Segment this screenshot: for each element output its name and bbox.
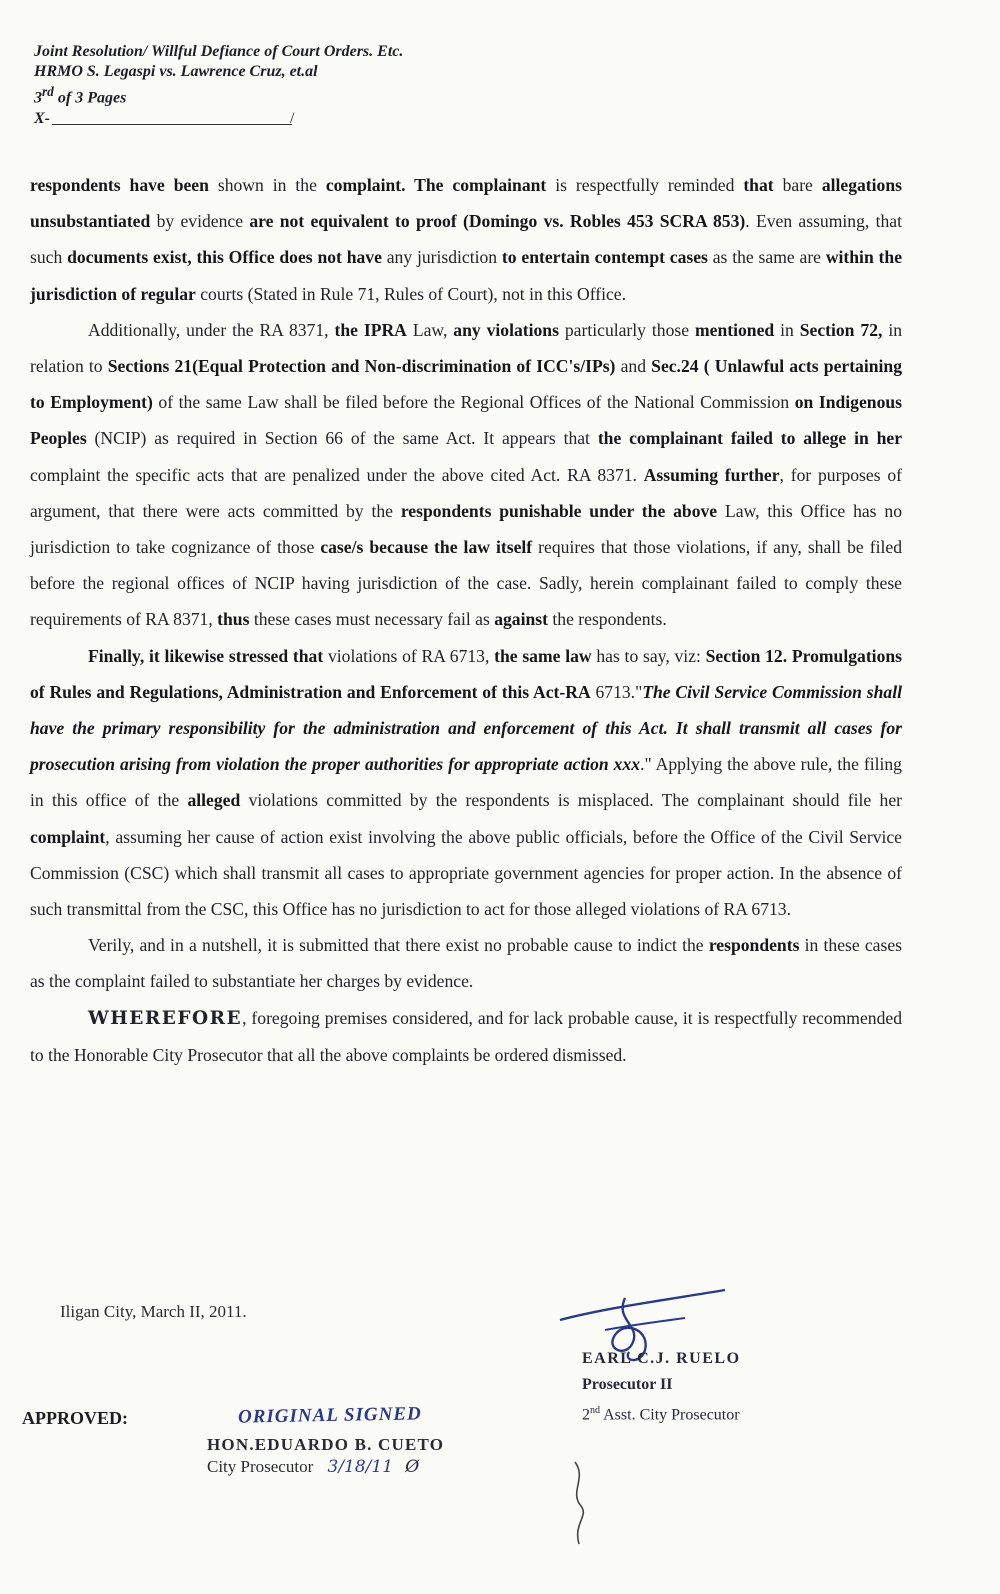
paragraph-text-run: complaint [30,826,106,847]
approval-initial: Ø [405,1457,420,1477]
paragraph-text-run: courts (Stated in Rule 71, Rules of Court), not in this Office. [195,283,627,304]
separator-rule [52,124,292,125]
paragraph-text-run: that [743,175,774,195]
paragraph-text-run: any jurisdiction [381,247,502,268]
paragraph-text-run: Law, [406,319,454,340]
paragraph-text-run: the same law [494,645,592,666]
signatory-title: Prosecutor II [582,1376,673,1393]
header-title: Joint Resolution/ Willful Defiance of Court Orders. Etc. [34,43,404,60]
paragraph-text-run: are not equivalent to proof (Domingo vs. Robles 453 SCRA 853) [249,211,746,232]
paragraph-text-run: respondents [708,935,800,956]
paragraph-text-run: against [494,609,548,630]
paragraph-text-run: on Indigenous Peoples [30,392,902,449]
paragraph-text-run: Sections 21(Equal Protection and Non-discrimination of ICC's/IPs) [107,356,616,377]
paragraph-text-run: in these cases as the complaint failed to substantiate her charges by evidence. [30,935,902,992]
paragraph-text-run: allegations unsubstantiated [30,175,902,232]
position-text: Asst. City Prosecutor [600,1406,740,1424]
paragraph-text-run: the complainant failed to allege in her [597,428,903,449]
paragraph-text-run: , for purposes of argument, that there were acts committed by the [30,464,902,521]
header-separator [34,109,594,129]
paragraph-text-run: complaint. The complainant [325,175,547,195]
paragraph-text-run: The Civil Service Commission shall have the primary responsibility for the administration and enforcement of this Act. It shall transmit all cases for prosecution arising from violation the proper authorities for appropriate action xxx [30,681,902,775]
paragraph-text-run: WHEREFORE [88,1007,243,1029]
paragraph-text-run: case/s because the law itself [320,537,533,558]
paragraph-text-run: Finally, it likewise stressed that [88,645,324,666]
paragraph-text-run: (NCIP) as required in Section 66 of the same Act. It appears that [86,428,598,449]
page-count-number: 3 [34,89,42,107]
document-header [34,42,594,129]
paragraph-text-run: Law, this Office has no jurisdiction to take cognizance of those [30,500,902,558]
header-case-caption: HRMO S. Legaspi vs. Lawrence Cruz, et.al [34,63,318,80]
paragraph-text-run: alleged [187,790,241,811]
paragraph-text-run: respondents have been [30,175,209,195]
paragraph-text-run: violations of RA 6713, [323,645,495,666]
separator-slash: / [290,110,295,128]
paragraph-text-run: ." Applying the above rule, the filing in this office of the [30,754,902,811]
paragraph-text-run: to entertain contempt cases [501,247,708,268]
body-paragraph [30,927,902,999]
approver-role-line [207,1456,444,1478]
approver-block [207,1434,444,1478]
paragraph-text-run: Section 72, [799,319,883,340]
page-count-suffix: rd [42,84,54,99]
paragraph-text-run: . Even assuming, that such [30,211,902,268]
paragraph-text-run: as the same are [707,247,826,268]
paragraph-text-run: is respectfully reminded [546,175,744,195]
paragraph-text-run: violations committed by the respondents is misplaced. The complainant should file her [240,790,902,811]
paragraph-text-run: bare [773,175,822,195]
paragraph-text-run: of the same Law shall be filed before the Regional Offices of the National Commission [152,392,795,413]
body-paragraph [30,167,902,312]
paragraph-text-run: Sec.24 ( Unlawful acts pertaining to Employment) [30,356,902,413]
paragraph-text-run: , assuming her cause of action exist involving the above public officials, before the Office of the Civil Service Commission (CSC) which shall transmit all cases to appropriate government agencies for proper action. In the absence of such transmittal from the CSC, this Office has no jurisdiction to act for those alleged violations of RA 6713. [30,826,902,920]
approver-name: HON.EDUARDO B. CUETO [207,1435,445,1454]
paragraph-text-run: any violations [453,319,559,340]
paragraph-text-run: within the jurisdiction of regular [30,247,902,304]
paragraph-text-run: Additionally, under the RA 8371, [88,319,335,340]
paragraph-text-run: by evidence [150,211,250,232]
paragraph-text-run: Section 12. Promulgations of Rules and Regulations, Administration and Enforcement of this Act-RA [30,645,902,702]
signatory-name: EARL C.J. RUELO [582,1350,741,1367]
document-body [30,167,902,1073]
paragraph-text-run: 6713." [590,681,643,702]
pen-mark-icon [565,1458,595,1548]
signatory-block [582,1346,842,1428]
paragraph-text-run: respondents punishable under the above [400,500,718,521]
position-number: 2 [582,1406,590,1424]
paragraph-text-run: has to say, viz: [591,645,706,666]
date-line: Iligan City, March II, 2011. [60,1302,247,1321]
paragraph-text-run: in [774,319,800,340]
body-paragraph [30,638,902,928]
paragraph-text-run: mentioned [695,319,775,340]
paragraph-text-run: requires that those violations, if any, shall be filed before the regional offices of NCIP having jurisdiction of the case. Sadly, herein complainant failed to comply these requirements of RA 8371, [30,537,903,630]
paragraph-text-run: documents exist, this Office does not have [67,247,382,268]
body-paragraph [30,312,902,638]
signatory-position [582,1398,842,1428]
paragraph-text-run: and [615,356,652,377]
paragraph-text-run: these cases must necessary fail as [249,609,495,630]
paragraph-text-run: , foregoing premises considered, and for lack probable cause, it is respectfully recommended to the Honorable City Prosecutor that all the above complaints be ordered dismissed. [30,1007,902,1065]
header-page-count [34,82,594,108]
body-paragraph [30,1000,902,1073]
paragraph-text-run: Verily, and in a nutshell, it is submitted that there exist no probable cause to indict the [88,935,709,956]
paragraph-text-run: shown in the [208,175,326,195]
page-count-text: of 3 Pages [53,89,127,107]
approved-label: APPROVED: [22,1408,128,1428]
paragraph-text-run: in relation to [30,319,903,377]
approval-stamp: ORIGINAL SIGNED [237,1403,422,1428]
separator-x: X- [34,110,50,128]
paragraph-text-run: Assuming further [643,464,780,485]
position-suffix: nd [590,1405,600,1416]
approver-role: City Prosecutor [207,1457,314,1476]
paragraph-text-run: the IPRA [334,319,407,340]
paragraph-text-run: thus [217,609,250,630]
paragraph-text-run: the respondents. [547,609,667,630]
approval-handwritten-date: 3/18/11 [327,1457,394,1477]
paragraph-text-run: complaint the specific acts that are penalized under the above cited Act. RA 8371. [30,464,644,485]
paragraph-text-run: particularly those [558,319,695,340]
